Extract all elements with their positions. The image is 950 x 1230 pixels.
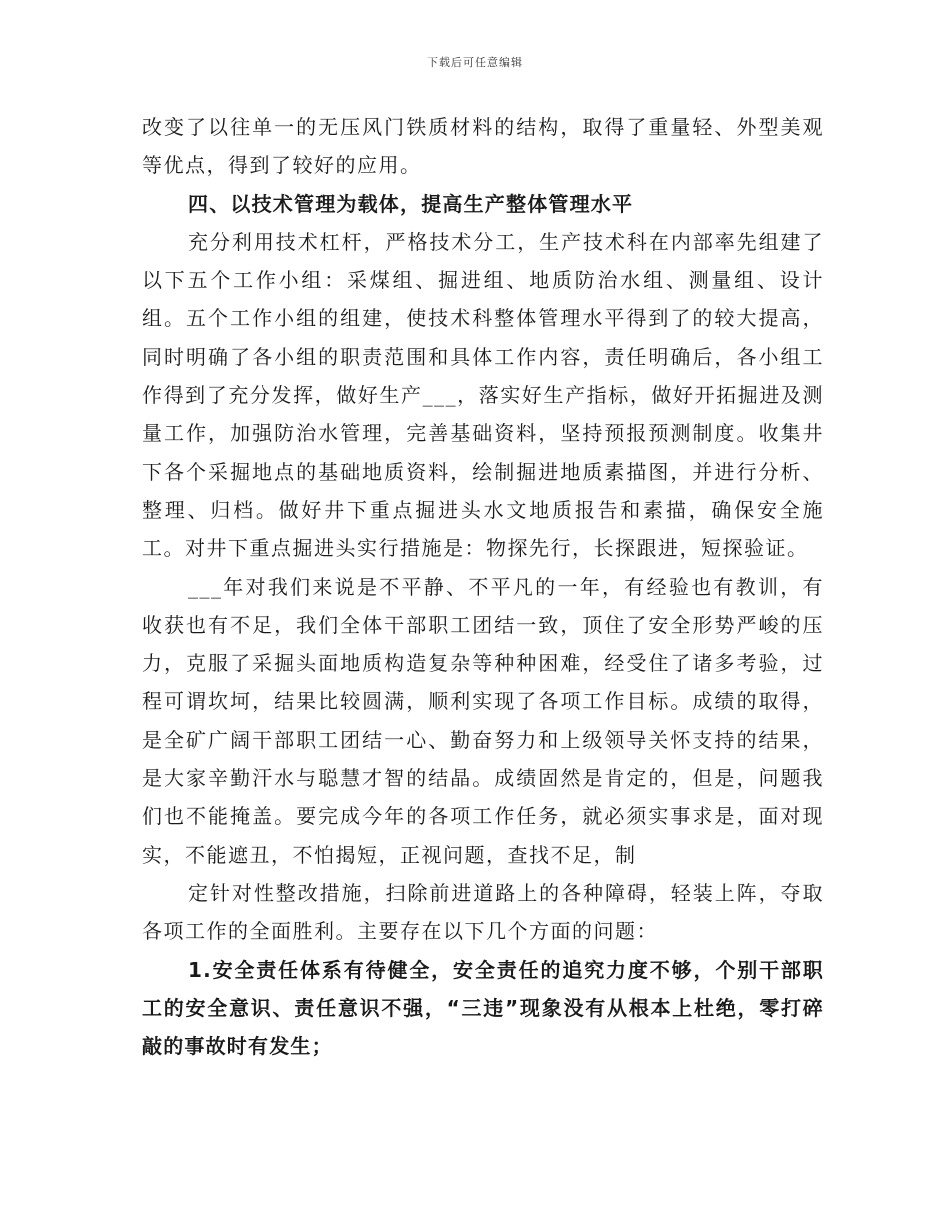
page-header-note: 下载后可任意编辑 [427,56,523,69]
paragraph-annual-review: ___年对我们来说是不平静、不平凡的一年，有经验也有教训，有收获也有不足，我们全体干部职工团结一致，顶住了安全形势严峻的压力，克服了采掘头面地质构造复杂等种种困难，经受住了诸多考验，过程可谓坎坷，结果比较圆满，顺利实现了各项工作目标。成绩的取得，是全矿广阔干部职工团结一心、勤奋努力和上级领导关怀支持的结果，是大家辛勤汗水与聪慧才智的结晶。成绩固然是肯定的，但是，问题我们也不能掩盖。要完成今年的各项工作任务，就必须实事求是，面对现实，不能遮丑，不怕揭短，正视问题，查找不足，制 [142,574,824,867]
paragraph-continuation: 改变了以往单一的无压风门铁质材料的结构，取得了重量轻、外型美观等优点，得到了较好的应用。 [142,115,824,178]
section-heading: 四、以技术管理为载体，提高生产整体管理水平 [188,191,634,216]
paragraph-problems-intro: 定针对性整改措施，扫除前进道路上的各种障碍，轻装上阵，夺取各项工作的全面胜利。主要存在以下几个方面的问题： [142,880,824,944]
document-body [142,108,824,1065]
problem-item-1: 1.安全责任体系有待健全，安全责任的追究力度不够，个别干部职工的安全意识、责任意识不强，“三违”现象没有从根本上杜绝，零打碎敲的事故时有发生； [142,957,824,1059]
paragraph-technical-groups: 充分利用技术杠杆，严格技术分工，生产技术科在内部率先组建了以下五个工作小组：采煤组、掘进组、地质防治水组、测量组、设计组。五个工作小组的组建，使技术科整体管理水平得到了的较大提高，同时明确了各小组的职责范围和具体工作内容，责任明确后，各小组工作得到了充分发挥，做好生产___，落实好生产指标，做好开拓掘进及测量工作，加强防治水管理，完善基础资料，坚持预报预测制度。收集井下各个采掘地点的基础地质资料，绘制掘进地质素描图，并进行分析、整理、归档。做好井下重点掘进头水文地质报告和素描，确保安全施工。对井下重点掘进头实行措施是：物探先行，长探跟进，短探验证。 [142,229,824,561]
